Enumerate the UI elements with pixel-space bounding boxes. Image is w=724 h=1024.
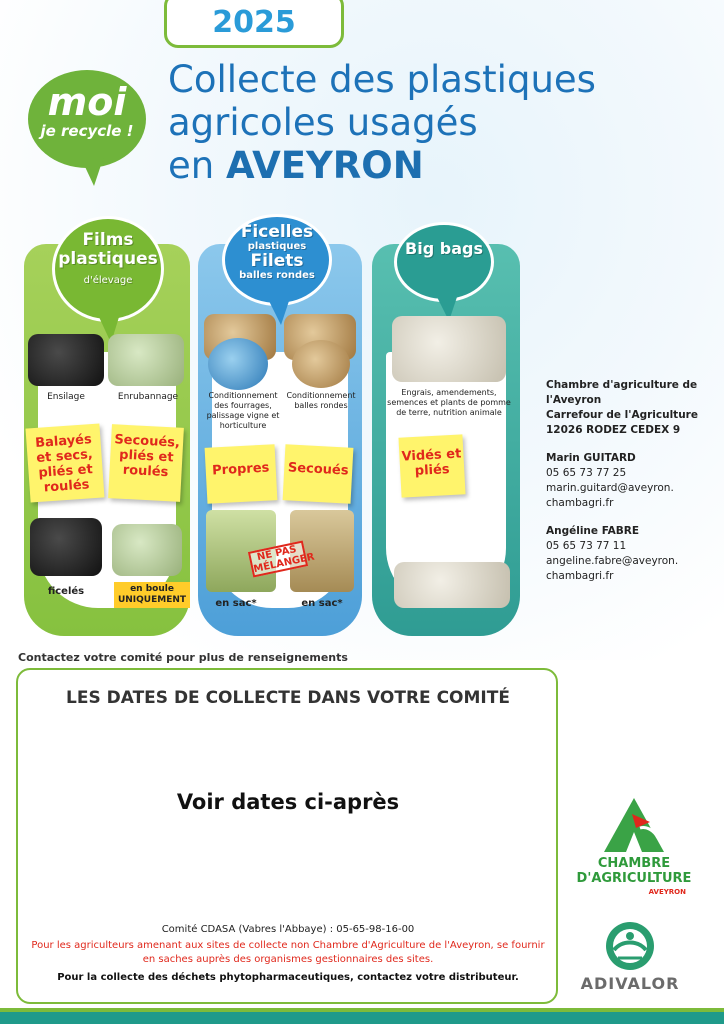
contact-gap-2 [546, 511, 716, 524]
films-title-2: plastiques [58, 249, 158, 269]
contact-prompt: Contactez votre comité pour plus de renseignements [18, 651, 348, 664]
films-bottom-right-2: UNIQUEMENT [117, 595, 187, 605]
title-line-3-prefix: en [168, 144, 226, 187]
notice-red: Pour les agriculteurs amenant aux sites de collecte non Chambre d'Agriculture de l'Aveyron, se fournir en saches auprès des organismes gestionnaires des sites. [31, 940, 545, 965]
tied-films-photo [30, 518, 102, 576]
films-subtitle: d'élevage [83, 275, 133, 286]
silage-film-photo [28, 334, 104, 386]
person1-email-2[interactable]: chambagri.fr [546, 497, 614, 509]
adivalor-mark-icon [568, 920, 692, 974]
net-roll-photo [292, 340, 350, 388]
films-bottom-left: ficelés [47, 586, 85, 597]
person1-phone: 05 65 73 77 25 [546, 467, 627, 479]
big-bags-photo [392, 316, 506, 382]
see-dates-text: Voir dates ci-après [176, 790, 400, 814]
ficelles-bottom-left: en sac* [215, 598, 257, 609]
org-line-2: l'Aveyron [546, 394, 602, 406]
org-line-3: Carrefour de l'Agriculture [546, 409, 698, 421]
person1-name: Marin GUITARD [546, 452, 636, 464]
badge-sub: je recycle ! [40, 122, 134, 140]
org-line-1: Chambre d'agriculture de [546, 379, 698, 391]
title-region: AVEYRON [225, 144, 424, 187]
collection-dates-box [16, 668, 558, 1004]
films-bottom-right-tag [114, 582, 190, 608]
films-postit-left: Balayés et secs, pliés et roulés [26, 424, 105, 503]
bigbags-title: Big bags [405, 239, 483, 258]
person1-email-1[interactable]: marin.guitard@aveyron. [546, 482, 674, 494]
person2-email-2[interactable]: chambagri.fr [546, 570, 614, 582]
ca-line-1: CHAMBRE [597, 856, 671, 871]
title-line-3 [168, 144, 708, 187]
ca-sub: AVEYRON [648, 888, 686, 896]
committee-phone: Comité CDASA (Vabres l'Abbaye) : 05-65-98-16-00 [161, 924, 415, 935]
ficelles-bottom-right: en sac* [301, 598, 343, 609]
chambre-agriculture-logo [574, 792, 694, 912]
notice-bold: Pour la collecte des déchets phytopharmaceutiques, contactez votre distributeur. [57, 972, 519, 983]
films-bottom-right-1: en boule [130, 584, 174, 594]
bigbags-label: Engrais, amendements, semences et plants de pomme de terre, nutrition animale [387, 388, 511, 417]
badge-main: moi [47, 80, 127, 124]
person2-phone: 05 65 73 77 11 [546, 540, 627, 552]
ficelles-title-1: Ficelles [240, 222, 314, 242]
person2-name: Angéline FABRE [546, 525, 640, 537]
ficelles-postit-left: Propres [205, 444, 278, 504]
contact-block [546, 378, 716, 584]
bundled-bags-photo [394, 562, 510, 608]
badge-tail [80, 156, 104, 186]
wrap-bales-photo [108, 334, 184, 386]
adivalor-name: ADIVALOR [580, 974, 680, 993]
moi-recycle-badge [28, 70, 146, 168]
films-title-1: Films [82, 230, 134, 250]
films-postit-right: Secoués, pliés et roulés [108, 424, 184, 502]
twine-roll-photo [208, 338, 268, 390]
contact-gap [546, 438, 716, 451]
title-line-2: agricoles usagés [168, 101, 478, 144]
bottom-stripe-teal [0, 1012, 724, 1024]
adivalor-logo [568, 920, 692, 1000]
dates-title: LES DATES DE COLLECTE DANS VOTRE COMITÉ [66, 688, 510, 708]
ficelles-title-3: Filets [250, 251, 304, 271]
chambre-agriculture-mark-icon [574, 792, 694, 856]
ficelles-label-left: Conditionnement des fourrages, palissage vigne et horticulture [206, 391, 280, 430]
films-label-enrubannage: Enrubannage [117, 392, 179, 402]
ca-line-2: D'AGRICULTURE [576, 871, 692, 886]
films-bubble [52, 216, 164, 322]
ficelles-label-right: Conditionnement balles rondes [286, 391, 356, 410]
ball-film-photo [112, 524, 182, 576]
ca-name [574, 856, 694, 886]
ficelles-postit-right: Secoués [283, 444, 354, 503]
year-badge [164, 0, 344, 48]
ficelles-title-2: plastiques [247, 241, 307, 252]
bigbags-bottom: en fagot [410, 548, 458, 559]
bigbags-bubble [394, 222, 494, 302]
title-line-1: Collecte des plastiques [168, 58, 596, 101]
org-line-4: 12026 RODEZ CEDEX 9 [546, 424, 681, 436]
person2-email-1[interactable]: angeline.fabre@aveyron. [546, 555, 679, 567]
bigbags-postit: Vidés et pliés [398, 434, 465, 497]
ficelles-bubble [222, 214, 332, 306]
ficelles-title-4: balles rondes [239, 270, 315, 281]
year-text: 2025 [212, 5, 296, 40]
page-title [168, 58, 708, 187]
do-not-mix-stamp: NE PAS MÉLANGER [248, 540, 308, 577]
films-label-ensilage: Ensilage [47, 392, 85, 402]
